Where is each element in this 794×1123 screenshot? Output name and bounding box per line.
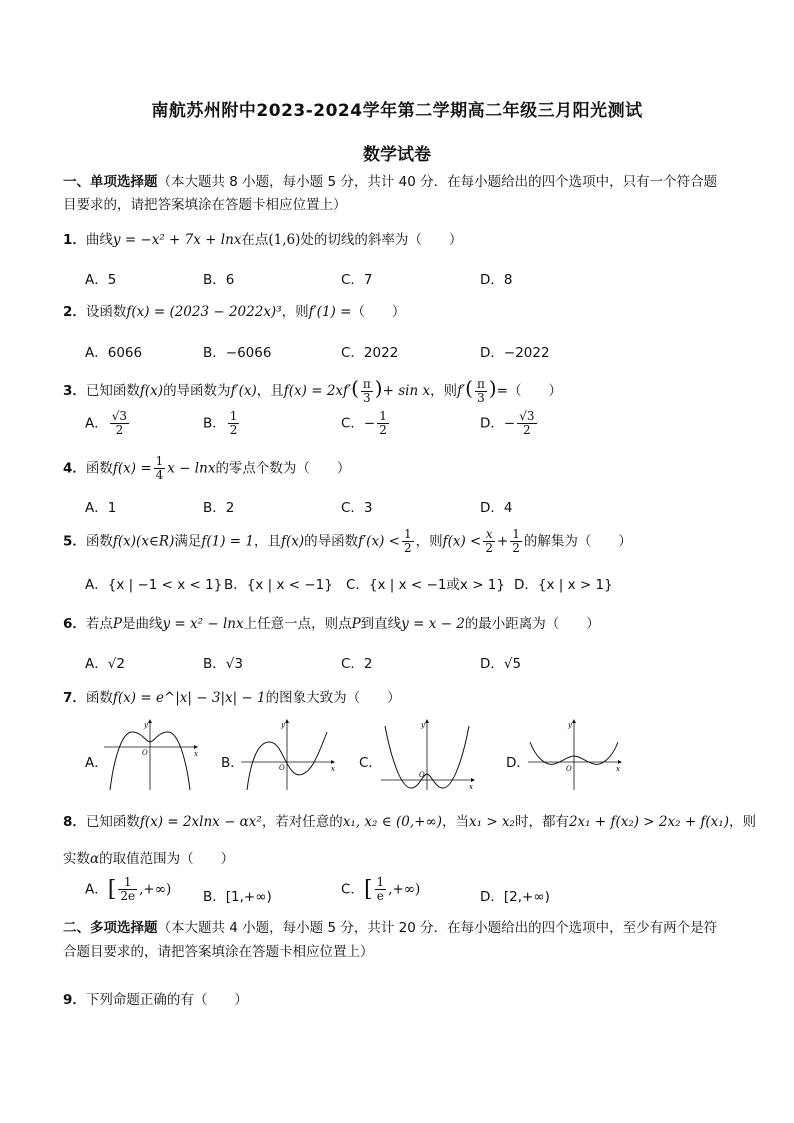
math-expression: (1,6) <box>268 232 301 248</box>
option-b: B．6 <box>203 272 235 288</box>
math-expression: f′(x) < <box>358 533 400 550</box>
fraction-denominator: 2 <box>115 423 124 437</box>
section1-desc2: 目要求的，请把答案填涂在答题卡相应位置上） <box>63 197 347 213</box>
option-d: D．8 <box>480 272 513 288</box>
fraction-numerator: √3 <box>519 409 535 423</box>
fraction-numerator: x <box>483 528 495 542</box>
option-b: B．[1,+∞) <box>203 889 272 905</box>
option-c: C．7 <box>341 272 373 288</box>
question-text: ，且 <box>253 533 281 550</box>
axis-y-label: y <box>281 721 285 729</box>
option-a: A． <box>85 755 108 771</box>
math-expression: f(x) <box>139 383 164 399</box>
question-text: 的图象大致为（ ） <box>265 690 401 706</box>
fraction <box>377 410 389 437</box>
origin-label: O <box>279 764 285 772</box>
question-text: 若点 <box>85 616 113 632</box>
question-text: ，当 <box>442 814 469 830</box>
math-expression: f(x) = 2xf′ <box>283 383 352 399</box>
fraction-denominator: 2 <box>485 541 493 555</box>
interval-tail: ,+∞) <box>139 881 172 898</box>
option-label: A． <box>85 881 108 898</box>
axis-x-label: x <box>469 783 473 791</box>
question-text: 下列命题正确的有（ ） <box>85 992 248 1008</box>
math-expression: y = x² − lnx <box>162 616 244 632</box>
option-d: D．√5 <box>480 656 522 672</box>
math-expression: x₁, x₂ ∈ (0,+∞) <box>342 814 442 830</box>
option-a: A．1 <box>85 500 117 516</box>
fraction <box>154 455 166 482</box>
fraction-denominator: 2e <box>120 889 136 903</box>
question-text: 的解集为（ ） <box>523 533 632 550</box>
fraction-numerator: 1 <box>118 876 137 890</box>
fraction <box>228 410 240 437</box>
math-expression: P <box>112 616 122 632</box>
bracket-open: [ <box>107 877 117 902</box>
option-b: B．−6066 <box>203 345 272 361</box>
graph-c-svg <box>377 718 477 792</box>
question-1 <box>63 230 739 250</box>
math-expression: f(x) = <box>112 460 152 477</box>
question-text: 已知函数 <box>85 814 140 830</box>
option-label: A． <box>85 415 108 432</box>
fraction-denominator: 2 <box>229 423 238 437</box>
axis-y-label: y <box>144 721 148 729</box>
question-text: 函数 <box>85 460 113 477</box>
option-c: C．{x | x < −1或x > 1} <box>346 577 505 593</box>
math-expression: x₁ > x₂ <box>469 814 515 830</box>
graph-b-svg <box>237 718 337 792</box>
y-axis-arrow <box>425 719 429 723</box>
fraction-numerator: 1 <box>376 875 385 889</box>
question-text: 的导函数为 <box>163 383 231 399</box>
question-text: 的导函数 <box>304 533 359 550</box>
math-expression: f(x) = (2023 − 2022x)³ <box>126 304 282 320</box>
math-expression: f′ <box>457 383 466 399</box>
section1-desc-line2 <box>63 195 739 215</box>
question-number: 9． <box>63 992 86 1008</box>
question-9 <box>63 990 739 1010</box>
question-number: 2． <box>63 304 86 320</box>
question-text: ，则 <box>415 533 443 550</box>
fraction-numerator: 1 <box>379 409 387 423</box>
axis-x-label: x <box>194 750 198 758</box>
option-b: B．√3 <box>203 656 243 672</box>
fraction-denominator: 2 <box>379 423 387 437</box>
paren-close: ) <box>374 376 383 400</box>
question-text: 已知函数 <box>85 383 140 399</box>
interval-tail: ,+∞) <box>388 881 421 898</box>
y-axis-arrow <box>148 719 152 723</box>
y-axis-arrow <box>285 719 289 723</box>
option-d <box>480 410 539 437</box>
x-axis-arrow <box>471 778 475 782</box>
math-expression: f(1) = 1 <box>201 533 254 550</box>
option-d: D．{x | x > 1} <box>514 577 613 593</box>
section1-label: 一、单项选择题 <box>63 174 158 190</box>
fraction-numerator: 1 <box>512 527 520 541</box>
math-expression: f′(1) = <box>308 304 352 320</box>
question-text: ，若对任意的 <box>261 814 343 830</box>
option-a: A．{x | −1 < x < 1} <box>85 577 223 593</box>
graph-option-c <box>377 718 477 796</box>
graph-a-svg <box>100 718 200 792</box>
question-number: 7． <box>63 690 86 706</box>
question-number: 6． <box>63 616 86 632</box>
question-text: 在点 <box>241 232 269 248</box>
option-label: C．− <box>341 415 376 432</box>
question-text: 是曲线 <box>122 616 163 632</box>
fraction-denominator: e <box>376 889 384 903</box>
question-text: 曲线 <box>85 232 113 248</box>
question-3 <box>63 374 739 405</box>
option-c: C．2022 <box>341 345 399 361</box>
origin-label: O <box>419 771 425 779</box>
math-expression: f(x) < <box>442 533 482 550</box>
question-text: 设函数 <box>85 304 127 320</box>
math-expression: f′(x) <box>230 383 257 399</box>
question-number: 4． <box>63 460 86 477</box>
paren-open: ( <box>465 376 473 400</box>
question-text: 的零点个数为（ ） <box>215 460 351 477</box>
question-number: 1． <box>63 232 86 248</box>
math-expression: f(x) = 2xlnx − αx² <box>139 814 262 830</box>
fraction <box>517 410 536 437</box>
question-text: ，则 <box>430 383 458 399</box>
fraction-numerator: 1 <box>155 454 164 468</box>
graph-d-svg <box>524 718 624 792</box>
math-expression: f(x) = e^|x| − 3|x| − 1 <box>112 690 266 706</box>
section2-header <box>63 918 739 938</box>
fraction-denominator: 2 <box>523 423 531 437</box>
option-d: D．4 <box>480 500 513 516</box>
option-c <box>341 876 420 903</box>
fraction-numerator: √3 <box>111 409 128 423</box>
option-b: B． <box>221 755 244 771</box>
section2-desc2: 合题目要求的，请把答案填涂在答题卡相应位置上） <box>63 944 374 960</box>
fraction <box>475 378 487 405</box>
fraction <box>402 528 414 555</box>
question-5 <box>63 528 739 555</box>
math-expression: y = x − 2 <box>401 616 465 632</box>
option-a <box>85 410 131 437</box>
section1-header <box>63 172 739 192</box>
fraction-numerator: 1 <box>229 409 238 423</box>
question-text: =（ ） <box>496 383 562 399</box>
option-c <box>341 410 391 437</box>
origin-label: O <box>566 765 572 773</box>
option-label: B． <box>203 415 226 432</box>
fraction-denominator: 3 <box>363 390 371 405</box>
axis-x-label: x <box>331 765 335 773</box>
math-expression: x − lnx <box>167 460 216 477</box>
question-number: 3． <box>63 383 86 399</box>
x-axis-arrow <box>331 760 335 764</box>
fraction-numerator: 1 <box>403 527 412 541</box>
question-text: ，则 <box>728 814 756 830</box>
paren-close: ) <box>488 376 497 400</box>
option-a: A．√2 <box>85 656 125 672</box>
option-a <box>85 876 171 903</box>
question-text: 处的切线的斜率为（ ） <box>300 232 463 248</box>
question-text: 实数 <box>63 851 90 867</box>
option-d: D．[2,+∞) <box>480 889 550 905</box>
fraction <box>483 528 495 555</box>
option-b <box>203 410 241 437</box>
math-expression: f(x)(x∈R) <box>112 533 175 550</box>
math-expression: y = −x² + 7x + lnx <box>112 232 242 248</box>
origin-label: O <box>142 749 148 757</box>
question-text: 的取值范围为（ ） <box>99 851 235 867</box>
axis-x-label: x <box>616 765 620 773</box>
fraction <box>510 528 522 555</box>
fraction-denominator: 3 <box>477 390 485 405</box>
fraction-numerator: π <box>362 376 371 391</box>
option-d: D． <box>506 755 530 771</box>
graph-option-a <box>100 718 200 796</box>
section1-desc: （本大题共 8 小题，每小题 5 分，共计 40 分．在每小题给出的四个选项中，只有一个符合题 <box>157 174 718 190</box>
fraction <box>110 410 129 437</box>
section2-desc: （本大题共 4 小题，每小题 5 分，共计 20 分．在每小题给出的四个选项中，至少有两个是符 <box>157 920 718 936</box>
fraction <box>361 378 373 405</box>
option-c: C．2 <box>341 656 373 672</box>
option-c: C． <box>359 755 382 771</box>
question-4 <box>63 455 739 482</box>
question-number: 5． <box>63 533 86 550</box>
fraction <box>375 876 387 903</box>
option-a: A．5 <box>85 272 117 288</box>
question-text: （ ） <box>351 304 406 320</box>
question-8-line2 <box>63 849 739 869</box>
section2-label: 二、多项选择题 <box>63 920 158 936</box>
question-number: 8． <box>63 814 86 830</box>
option-label: C． <box>341 881 364 898</box>
option-b: B．2 <box>203 500 235 516</box>
fraction <box>118 876 137 903</box>
y-axis-arrow <box>572 719 576 723</box>
option-b: B．{x | x < −1} <box>224 577 333 593</box>
option-a: A．6066 <box>85 345 143 361</box>
axis-y-label: y <box>568 721 572 729</box>
fraction-denominator: 2 <box>512 541 520 555</box>
question-text: 上任意一点，则点 <box>243 616 352 632</box>
graph-option-b <box>237 718 337 796</box>
question-text: 时，都有 <box>514 814 569 830</box>
fraction-denominator: 2 <box>403 541 412 555</box>
question-text: 到直线 <box>360 616 402 632</box>
section2-desc-line2 <box>63 942 739 962</box>
math-expression: α <box>90 851 100 867</box>
plus-sign: + <box>496 533 509 550</box>
question-text: 函数 <box>85 533 113 550</box>
exam-title: 南航苏州附中2023-2024学年第二学期高二年级三月阳光测试 <box>151 101 643 121</box>
question-6 <box>63 614 739 634</box>
question-8 <box>63 812 756 832</box>
question-text: ，且 <box>256 383 284 399</box>
question-text: 函数 <box>85 690 113 706</box>
math-expression: 2x₁ + f(x₂) > 2x₂ + f(x₁) <box>568 814 729 830</box>
fraction-denominator: 4 <box>155 468 164 482</box>
question-text: ，则 <box>281 304 309 320</box>
axis-y-label: y <box>421 721 425 729</box>
exam-subtitle: 数学试卷 <box>363 145 431 165</box>
x-axis-arrow <box>618 760 622 764</box>
fraction-numerator: π <box>476 376 485 391</box>
question-7 <box>63 688 739 708</box>
question-text: 满足 <box>174 533 202 550</box>
math-expression: + sin x <box>382 383 431 399</box>
option-label: D．− <box>480 415 516 432</box>
question-2 <box>63 302 739 322</box>
paren-open: ( <box>351 376 359 400</box>
option-d: D．−2022 <box>480 345 550 361</box>
bracket-open: [ <box>363 877 373 902</box>
math-expression: f(x) <box>280 533 305 550</box>
option-c: C．3 <box>341 500 373 516</box>
x-axis-arrow <box>194 745 198 749</box>
graph-option-d <box>524 718 624 796</box>
question-text: 的最小距离为（ ） <box>464 616 600 632</box>
math-expression: P <box>351 616 361 632</box>
